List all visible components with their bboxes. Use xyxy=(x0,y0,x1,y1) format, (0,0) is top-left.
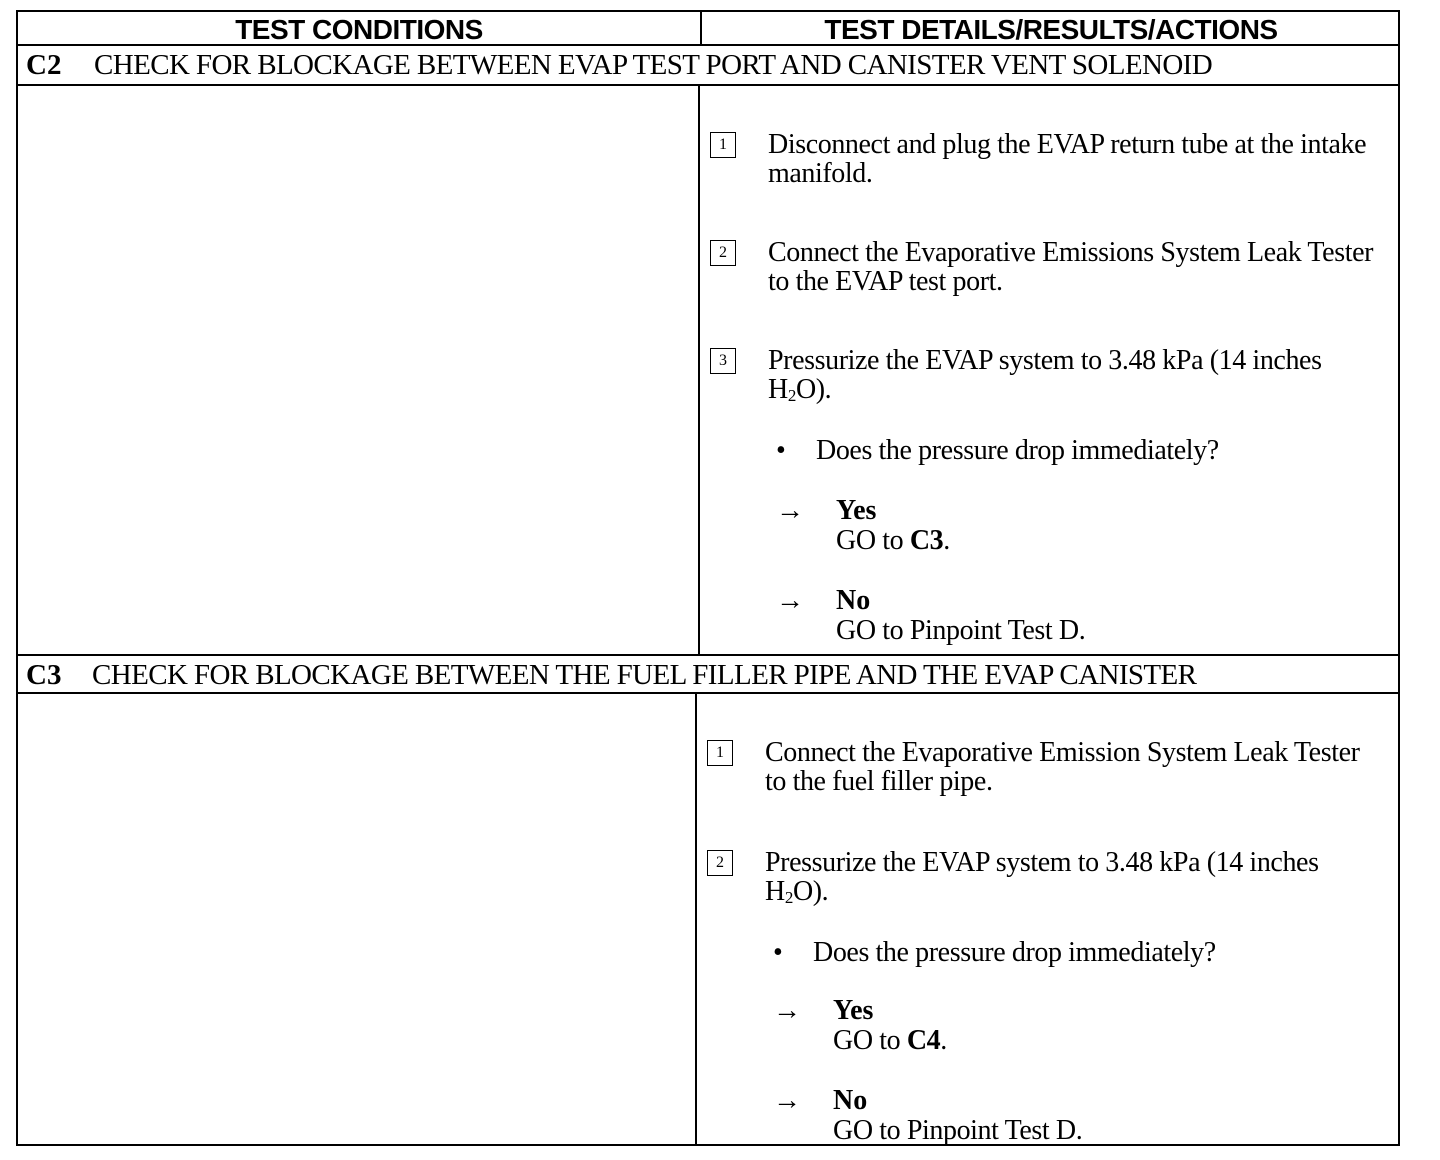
section-c3-test-conditions-cell xyxy=(18,694,695,1146)
answer-label: No xyxy=(836,585,871,616)
step-number-box: 3 xyxy=(710,348,736,374)
answer-action: GO to Pinpoint Test D. xyxy=(833,1115,1083,1146)
arrow-right-icon: → xyxy=(776,495,804,526)
test-details-header: TEST DETAILS/RESULTS/ACTIONS xyxy=(824,14,1278,45)
step-number-box: 2 xyxy=(710,240,736,266)
answer-action: GO to C3. xyxy=(836,525,950,556)
test-conditions-header: TEST CONDITIONS xyxy=(235,14,483,45)
step-number-box: 1 xyxy=(710,132,736,158)
pinpoint-test-table xyxy=(16,10,1400,1146)
bullet-icon: • xyxy=(773,937,783,968)
step-text: Connect the Evaporative Emission System Leak Tester to the fuel filler pipe. xyxy=(765,737,1360,797)
arrow-right-icon: → xyxy=(773,995,801,1026)
section-c2-body xyxy=(18,86,1398,654)
answer-label: No xyxy=(833,1085,868,1116)
table-header-row xyxy=(18,12,1398,46)
step-text: Connect the Evaporative Emissions System Leak Tester to the EVAP test port. xyxy=(768,237,1374,297)
section-c3-body xyxy=(18,694,1398,1146)
section-c2-id: C2 xyxy=(26,49,62,81)
section-c2-test-conditions-cell xyxy=(18,86,698,654)
answer-action: GO to Pinpoint Test D. xyxy=(836,615,1086,646)
step-number-box: 2 xyxy=(707,850,733,876)
step-text: Pressurize the EVAP system to 3.48 kPa (14 inches H2O). xyxy=(768,345,1322,405)
question-text: Does the pressure drop immediately? xyxy=(813,937,1216,968)
section-c3-details-cell xyxy=(697,694,1400,1146)
section-c3-title-row xyxy=(18,654,1398,694)
step-text: Disconnect and plug the EVAP return tube at the intake manifold. xyxy=(768,129,1367,189)
step-text: Pressurize the EVAP system to 3.48 kPa (14 inches H2O). xyxy=(765,847,1319,907)
answer-action: GO to C4. xyxy=(833,1025,947,1056)
section-c2-title: CHECK FOR BLOCKAGE BETWEEN EVAP TEST PORT AND CANISTER VENT SOLENOID xyxy=(94,49,1213,81)
bullet-icon: • xyxy=(776,435,786,466)
answer-label: Yes xyxy=(833,995,874,1026)
section-c3-title: CHECK FOR BLOCKAGE BETWEEN THE FUEL FILLER PIPE AND THE EVAP CANISTER xyxy=(92,659,1197,691)
answer-label: Yes xyxy=(836,495,877,526)
arrow-right-icon: → xyxy=(773,1085,801,1116)
question-text: Does the pressure drop immediately? xyxy=(816,435,1219,466)
arrow-right-icon: → xyxy=(776,585,804,616)
section-c2-details-cell xyxy=(700,86,1400,654)
section-c2-title-row xyxy=(18,46,1398,86)
step-number-box: 1 xyxy=(707,740,733,766)
section-c3-id: C3 xyxy=(26,659,62,691)
